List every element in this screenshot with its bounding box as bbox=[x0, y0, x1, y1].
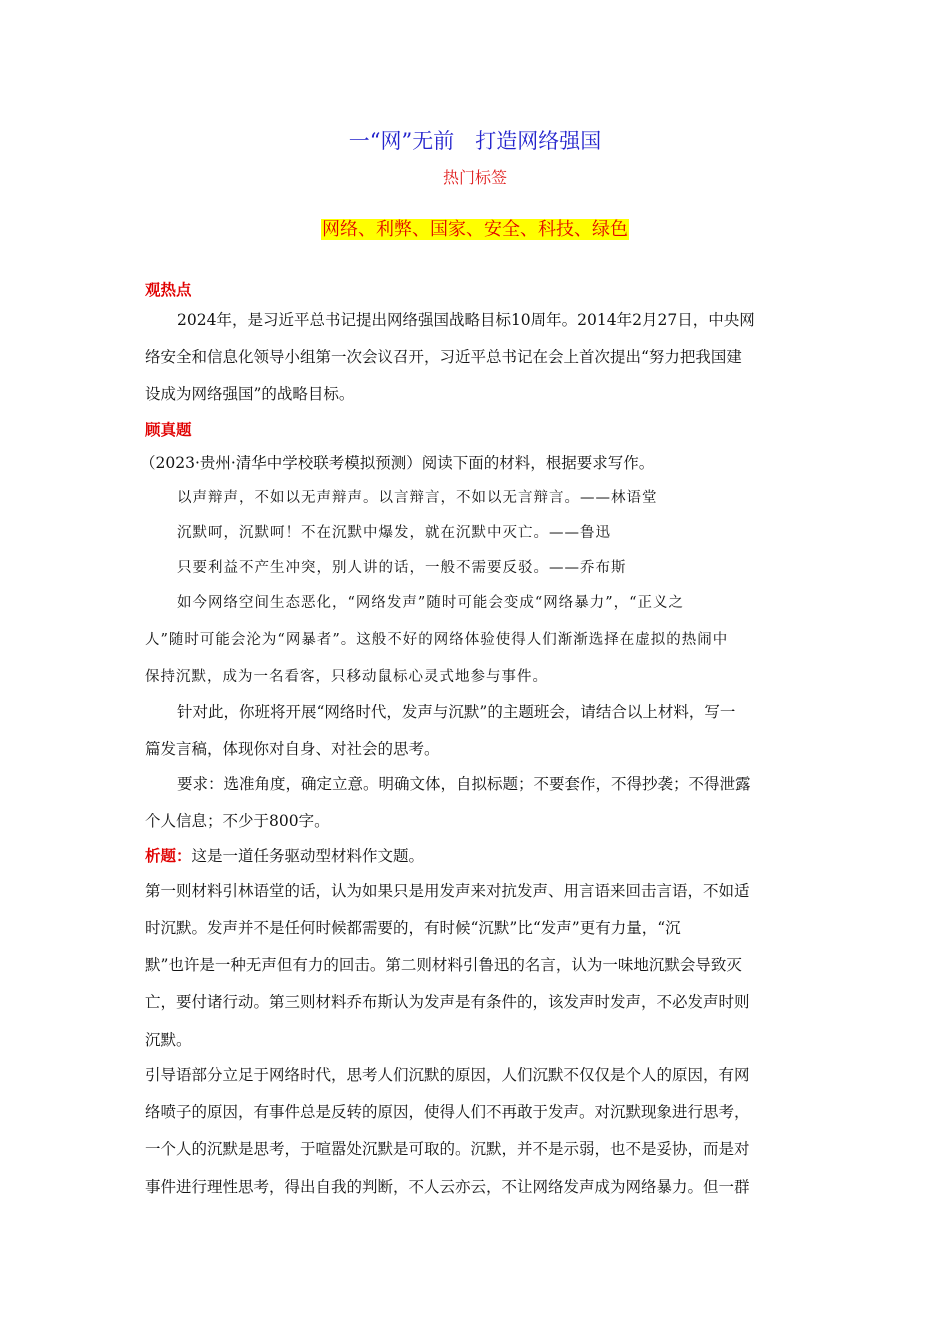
requirement-line: 要求：选准角度，确定立意。明确文体，自拟标题；不要套作，不得抄袭；不得泄露 bbox=[177, 775, 751, 793]
question-source: （2023·贵州·清华中学校联考模拟预测）阅读下面的材料，根据要求写作。 bbox=[140, 454, 655, 472]
hot-tags-label: 热门标签 bbox=[442, 168, 507, 187]
analysis-line: 沉默。 bbox=[145, 1031, 192, 1049]
task-line: 篇发言稿，体现你对自身、对社会的思考。 bbox=[145, 740, 440, 758]
material-line: 如今网络空间生态恶化，“网络发声”随时可能会变成“网络暴力”，“正义之 bbox=[177, 595, 685, 611]
material-line: 保持沉默，成为一名看客，只移动鼠标心灵式地参与事件。 bbox=[145, 669, 548, 685]
analysis-line: 引导语部分立足于网络时代，思考人们沉默的原因，人们沉默不仅仅是个人的原因，有网 bbox=[145, 1066, 750, 1084]
viewpoint-line: 络安全和信息化领导小组第一次会议召开，习近平总书记在会上首次提出“努力把我国建 bbox=[145, 348, 742, 366]
quote-line: 沉默呵，沉默呵！不在沉默中爆发，就在沉默中灭亡。——鲁迅 bbox=[177, 525, 611, 541]
hot-tags: 网络、利弊、国家、安全、科技、绿色 bbox=[322, 219, 628, 240]
analysis-line: 第一则材料引林语堂的话，认为如果只是用发声来对抗发声、用言语来回击言语，不如适 bbox=[145, 882, 750, 900]
analysis-intro-line bbox=[145, 846, 424, 866]
task-line: 针对此，你班将开展“网络时代，发声与沉默”的主题班会，请结合以上材料，写一 bbox=[177, 703, 736, 721]
analysis-intro: 这是一道任务驱动型材料作文题。 bbox=[191, 847, 425, 865]
analysis-line: 默”也许是一种无声但有力的回击。第二则材料引鲁迅的名言，认为一味地沉默会导致灭 bbox=[145, 956, 742, 974]
analysis-heading: 析题： bbox=[145, 846, 192, 865]
material-line: 人”随时可能会沦为“网暴者”。这般不好的网络体验使得人们渐渐选择在虚拟的热闹中 bbox=[145, 632, 729, 648]
analysis-line: 时沉默。发声并不是任何时候都需要的，有时候“沉默”比“发声”更有力量，“沉 bbox=[145, 919, 681, 937]
question-heading: 顾真题 bbox=[145, 420, 192, 439]
analysis-line: 络喷子的原因，有事件总是反转的原因，使得人们不再敢于发声。对沉默现象进行思考， bbox=[145, 1103, 750, 1121]
viewpoint-line: 2024年，是习近平总书记提出网络强国战略目标10周年。2014年2月27日，中央网 bbox=[177, 311, 755, 329]
analysis-line: 一个人的沉默是思考，于喧嚣处沉默是可取的。沉默，并不是示弱，也不是妥协，而是对 bbox=[145, 1140, 750, 1158]
quote-line: 只要利益不产生冲突，别人讲的话，一般不需要反驳。——乔布斯 bbox=[177, 560, 627, 576]
document-title: 一“网”无前 打造网络强国 bbox=[348, 129, 602, 153]
analysis-line: 亡，要付诸行动。第三则材料乔布斯认为发声是有条件的，该发声时发声，不必发声时则 bbox=[145, 993, 750, 1011]
viewpoint-heading: 观热点 bbox=[145, 280, 192, 299]
viewpoint-line: 设成为网络强国”的战略目标。 bbox=[145, 385, 355, 403]
quote-line: 以声辩声，不如以无声辩声。以言辩言，不如以无言辩言。——林语堂 bbox=[177, 490, 658, 506]
analysis-line: 事件进行理性思考，得出自我的判断，不人云亦云，不让网络发声成为网络暴力。但一群 bbox=[145, 1178, 750, 1196]
requirement-line: 个人信息；不少于800字。 bbox=[145, 812, 330, 830]
